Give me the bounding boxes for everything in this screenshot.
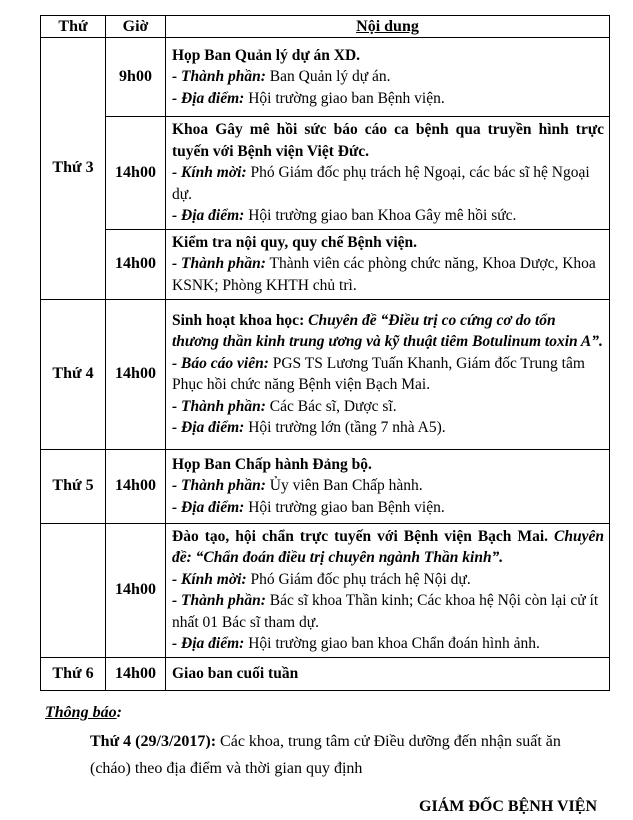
notice-heading [45, 704, 609, 722]
table-row [41, 523, 610, 657]
time-cell: 14h00 [106, 523, 166, 657]
detail-label: - Thành phần: [172, 68, 266, 86]
detail-text: Thành viên các phòng chức năng, Khoa Dược, Khoa KSNK; Phòng KHTH chủ trì. [172, 255, 596, 294]
table-row [41, 117, 610, 230]
day-cell-tue: Thứ 3 [41, 38, 106, 300]
content-cell [166, 229, 610, 299]
signature: GIÁM ĐỐC BỆNH VIỆN [419, 797, 597, 815]
event-detail [172, 396, 604, 418]
detail-text: Phó Giám đốc phụ trách hệ Ngoại, các bác sĩ hệ Ngoại dự. [172, 164, 590, 203]
detail-text: Ban Quản lý dự án. [265, 68, 391, 86]
notice-heading-label: Thông báo [45, 703, 117, 721]
detail-label: - Thành phần: [172, 255, 266, 273]
detail-label: - Kính mời: [172, 164, 247, 181]
col-header-content-label: Nội dung [356, 17, 419, 35]
event-title-text: Họp Ban Quản lý dự án XD. [172, 46, 361, 64]
day-cell-wed: Thứ 4 [41, 299, 106, 449]
detail-text: Hội trường lớn (tầng 7 nhà A5). [244, 419, 446, 436]
event-detail [172, 162, 604, 205]
time-cell: 14h00 [106, 117, 166, 230]
event-title-text: Đào tạo, hội chẩn trực tuyến với Bệnh viện Bạch Mai. [172, 527, 555, 545]
detail-text: Bác sĩ khoa Thần kinh; Các khoa hệ Nội còn lại cử ít nhất 01 Bác sĩ tham dự. [172, 592, 599, 631]
event-detail [172, 633, 604, 655]
detail-label: - Địa điểm: [172, 89, 245, 107]
detail-text: Các Bác sĩ, Dược sĩ. [265, 397, 397, 415]
event-detail [172, 417, 604, 439]
detail-label: - Địa điểm: [172, 419, 245, 436]
content-cell [166, 449, 610, 523]
day-cell-fri: Thứ 6 [41, 657, 106, 690]
detail-text: Ủy viên Ban Chấp hành. [265, 477, 423, 495]
table-row [41, 229, 610, 299]
table-header-row [41, 16, 610, 38]
detail-label: - Thành phần: [172, 397, 266, 415]
event-detail [172, 475, 604, 497]
event-title-text: Kiểm tra nội quy, quy chế Bệnh viện. [172, 233, 418, 251]
detail-text: Hội trường giao ban Bệnh viện. [244, 498, 445, 516]
event-title [172, 663, 604, 685]
event-detail [172, 66, 604, 88]
event-title-topic: Chuyên đề “Điều trị co cứng cơ do tổn thương thần kinh trung ương và kỹ thuật tiêm Botulinum toxin A”. [172, 311, 603, 350]
event-title [172, 526, 604, 569]
content-cell [166, 38, 610, 117]
event-detail [172, 88, 604, 110]
time-cell: 9h00 [106, 38, 166, 117]
event-title [172, 45, 604, 67]
notice-body-text: Các khoa, trung tâm cử Điều dưỡng đến nhận suất ăn (cháo) theo địa điểm và thời gian quy định [90, 732, 561, 777]
detail-text: Hội trường giao ban khoa Chẩn đoán hình ảnh. [244, 635, 540, 652]
day-cell-thu: Thứ 5 [41, 449, 106, 523]
detail-label: - Địa điểm: [172, 498, 245, 516]
detail-text: Phó Giám đốc phụ trách hệ Nội dự. [246, 570, 471, 588]
event-detail [172, 353, 604, 396]
col-header-content [166, 16, 610, 38]
notice-heading-colon: : [116, 703, 122, 721]
detail-label: - Thành phần: [172, 477, 266, 495]
table-row [41, 38, 610, 117]
notice-date-label: Thứ 4 (29/3/2017): [90, 732, 217, 750]
event-title-topic: Chuyên đề: “Chẩn đoán điều trị chuyên ngành Thần kinh”. [172, 527, 604, 566]
detail-label: - Địa điểm: [172, 635, 245, 652]
detail-label: - Thành phần: [172, 592, 266, 609]
content-cell [166, 299, 610, 449]
content-cell [166, 117, 610, 230]
event-title-text: Sinh hoạt khoa học: [172, 311, 309, 329]
event-detail [172, 569, 604, 591]
event-title-text: Khoa Gây mê hồi sức báo cáo ca bệnh qua truyền hình trực tuyến với Bệnh viện Việt Đức. [172, 121, 604, 160]
table-row [41, 299, 610, 449]
detail-text: PGS TS Lương Tuấn Khanh, Giám đốc Trung tâm Phục hồi chức năng Bệnh viện Bạch Mai. [172, 354, 585, 393]
col-header-day [41, 16, 106, 38]
schedule-table [40, 15, 610, 691]
col-header-time [106, 16, 166, 38]
table-row [41, 657, 610, 690]
content-cell [166, 523, 610, 657]
time-cell: 14h00 [106, 449, 166, 523]
detail-text: Hội trường giao ban Khoa Gây mê hồi sức. [244, 207, 517, 224]
event-detail [172, 253, 604, 296]
detail-label: - Địa điểm: [172, 207, 245, 224]
detail-text: Hội trường giao ban Bệnh viện. [244, 89, 445, 107]
event-detail [172, 497, 604, 519]
event-title-text: Họp Ban Chấp hành Đảng bộ. [172, 455, 372, 473]
table-row [41, 449, 610, 523]
col-header-day-label: Thứ [58, 17, 88, 35]
event-title [172, 454, 604, 476]
event-detail [172, 590, 604, 633]
notice-text [90, 728, 600, 782]
detail-label: - Báo cáo viên: [172, 354, 269, 372]
event-title [172, 310, 604, 353]
event-title [172, 232, 604, 254]
event-title [172, 119, 604, 162]
col-header-time-label: Giờ [122, 17, 149, 35]
time-cell: 14h00 [106, 657, 166, 690]
content-cell [166, 657, 610, 690]
time-cell: 14h00 [106, 299, 166, 449]
day-cell-empty [41, 523, 106, 657]
event-title-text: Giao ban cuối tuần [172, 664, 299, 682]
time-cell: 14h00 [106, 229, 166, 299]
detail-label: - Kính mời: [172, 570, 247, 588]
event-detail [172, 205, 604, 227]
